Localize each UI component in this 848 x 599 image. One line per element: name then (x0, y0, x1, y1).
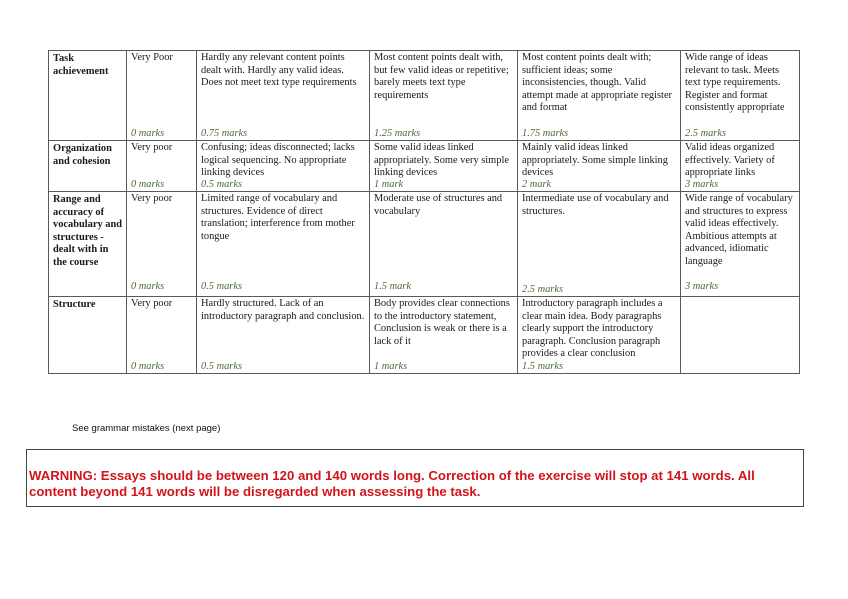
band-cell (197, 51, 370, 141)
band-description: Some valid ideas linked appropriately. Some very simple linking devices (374, 142, 509, 179)
criterion-cell (49, 192, 127, 297)
band-cell (197, 192, 370, 297)
band-description: Wide range of vocabulary and structures to express valid ideas effectively. Ambitious attempts at advanced, idiomatic language (685, 193, 793, 267)
band-marks: 0.5 marks (201, 179, 242, 190)
band-description: Most content points dealt with, but few valid ideas or repetitive; barely meets text type requirements (374, 52, 509, 101)
band-description: Body provides clear connections to the introductory statement, Conclusion is weak or there is a lack of it (374, 298, 510, 347)
band-cell (370, 141, 518, 192)
band-description: Most content points dealt with; sufficient ideas; some inconsistencies, though. Valid attempt made at appropriate register and format (522, 52, 673, 114)
band-marks: 3 marks (685, 281, 719, 292)
band-description: Hardly any relevant content points dealt with. Hardly any valid ideas. Does not meet text type requirements (201, 52, 357, 89)
band-cell (370, 51, 518, 141)
criterion-cell (49, 51, 127, 141)
band-description: Intermediate use of vocabulary and structures. (522, 193, 669, 217)
band-marks: 0.5 marks (201, 281, 242, 292)
band-description: Valid ideas organized effectively. Variety of appropriate links (685, 142, 775, 179)
band-marks: 1.25 marks (374, 128, 421, 139)
band-marks: 3 marks (685, 179, 719, 190)
band-cell (681, 141, 800, 192)
band-marks: 0 marks (131, 128, 165, 139)
band-marks: 2.5 marks (522, 284, 563, 295)
band-cell (518, 51, 681, 141)
band-marks: 0 marks (131, 361, 165, 372)
band-description: Very poor (131, 142, 173, 153)
criterion-cell (49, 297, 127, 374)
band-cell (518, 141, 681, 192)
band-cell (127, 51, 197, 141)
band-cell (518, 192, 681, 297)
band-description: Confusing; ideas disconnected; lacks logical sequencing. No appropriate linking devices (201, 142, 355, 179)
band-marks: 1 marks (374, 361, 408, 372)
criterion-cell (49, 141, 127, 192)
rubric-row-task-achievement (49, 51, 800, 141)
band-description: Very Poor (131, 52, 173, 63)
band-description: Very poor (131, 193, 173, 204)
band-marks: 0.75 marks (201, 128, 248, 139)
band-cell (127, 141, 197, 192)
band-cell (370, 192, 518, 297)
band-marks: 1.5 mark (374, 281, 411, 292)
grammar-note: See grammar mistakes (next page) (72, 423, 221, 434)
band-description: Introductory paragraph includes a clear main idea. Body paragraphs clearly support the introductory paragraph. Conclusion paragraph provides a clear conclusion (522, 298, 663, 360)
band-description: Mainly valid ideas linked appropriately. Some simple linking devices (522, 142, 668, 179)
rubric-row-organization (49, 141, 800, 192)
band-marks: 2 mark (522, 179, 552, 190)
warning-box (26, 449, 804, 507)
band-cell (681, 297, 800, 374)
rubric-row-structure (49, 297, 800, 374)
band-cell (197, 297, 370, 374)
criterion-label: Structure (53, 299, 96, 310)
band-marks: 1.75 marks (522, 128, 569, 139)
criterion-label: Organization and cohesion (53, 143, 112, 167)
band-marks: 0 marks (131, 179, 165, 190)
band-description: Moderate use of structures and vocabulary (374, 193, 503, 217)
band-marks: 0 marks (131, 281, 165, 292)
criterion-label: Range and accuracy of vocabulary and structures - dealt with in the course (53, 194, 122, 268)
criterion-label: Task achievement (53, 53, 109, 77)
band-cell (518, 297, 681, 374)
band-cell (681, 51, 800, 141)
band-description (681, 297, 799, 298)
band-description: Wide range of ideas relevant to task. Meets text type requirements. Register and format consistently appropriate (685, 52, 785, 114)
band-description: Limited range of vocabulary and structures. Evidence of direct translation; interference from mother tongue (201, 193, 355, 242)
band-cell (127, 192, 197, 297)
band-cell (681, 192, 800, 297)
band-description: Hardly structured. Lack of an introductory paragraph and conclusion. (201, 298, 365, 322)
band-marks: 0.5 marks (201, 361, 242, 372)
band-cell (197, 141, 370, 192)
band-cell (127, 297, 197, 374)
band-description: Very poor (131, 298, 173, 309)
band-marks: 2.5 marks (685, 128, 726, 139)
band-marks: 1.5 marks (522, 361, 563, 372)
rubric-table (48, 50, 800, 374)
rubric-row-range-accuracy (49, 192, 800, 297)
band-marks: 1 mark (374, 179, 404, 190)
band-cell (370, 297, 518, 374)
warning-text: WARNING: Essays should be between 120 and 140 words long. Correction of the exercise will stop at 141 words. All content beyond 141 words will be disregarded when assessing the task. (29, 468, 755, 499)
